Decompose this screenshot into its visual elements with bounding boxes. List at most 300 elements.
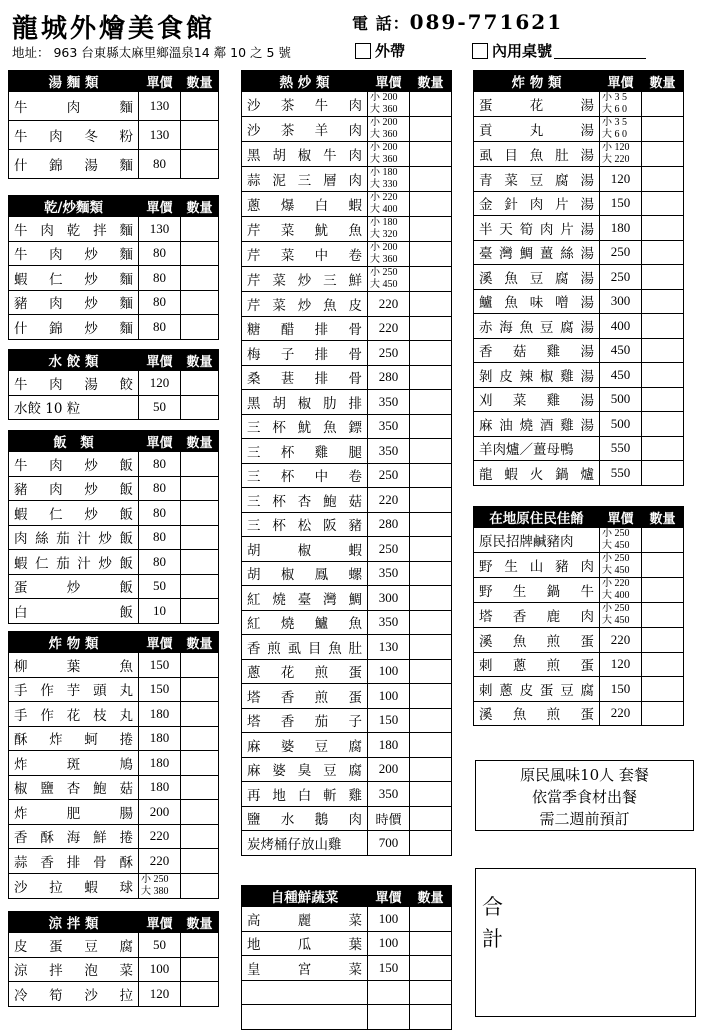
phone-number: 089-771621 <box>409 10 564 34</box>
menu-item-row <box>9 849 219 874</box>
item-price: 550 <box>600 461 642 486</box>
quantity-cell[interactable] <box>410 782 452 807</box>
quantity-cell[interactable] <box>181 395 219 420</box>
item-name: 青 菜 豆 腐 湯 <box>474 167 600 192</box>
item-price: 250 <box>600 265 642 290</box>
quantity-cell[interactable] <box>410 267 452 292</box>
menu-item-row <box>9 726 219 751</box>
quantity-cell[interactable] <box>181 702 219 727</box>
item-price: 250 <box>368 463 410 488</box>
combo-line-2: 依當季食材出餐 <box>531 788 637 806</box>
item-price: 100 <box>368 684 410 709</box>
item-name: 臺 灣 鯛 薑 絲 湯 <box>474 240 600 265</box>
menu-table-rice <box>8 430 219 624</box>
quantity-cell[interactable] <box>642 289 684 314</box>
menu-item-row <box>474 338 684 363</box>
qty-header: 數量 <box>181 912 219 933</box>
combo-line-1: 原民風味10人 套餐 <box>520 766 649 784</box>
qty-header: 數量 <box>410 886 452 907</box>
price-header: 單價 <box>600 71 642 92</box>
item-price: 500 <box>600 412 642 437</box>
item-price: 小 250 大 450 <box>368 267 410 292</box>
category-header: 炸 物 類 <box>9 632 139 653</box>
table-number-field[interactable] <box>554 42 646 59</box>
quantity-cell[interactable] <box>642 603 684 628</box>
quantity-cell[interactable] <box>181 266 219 291</box>
item-price: 200 <box>139 800 181 825</box>
phone-label: 電 話： <box>352 14 410 33</box>
item-price: 150 <box>139 677 181 702</box>
menu-item-row <box>9 476 219 501</box>
qty-header: 數量 <box>181 71 219 92</box>
menu-table-aboriginal <box>473 506 684 726</box>
item-name: 蛋 炒 飯 <box>9 574 139 599</box>
menu-item-row <box>474 240 684 265</box>
category-header: 炸 物 類 <box>474 71 600 92</box>
item-price: 180 <box>600 216 642 241</box>
item-price: 200 <box>368 757 410 782</box>
quantity-cell[interactable] <box>642 528 684 553</box>
empty-cell <box>242 980 368 1005</box>
menu-item-row <box>474 387 684 412</box>
quantity-cell[interactable] <box>642 216 684 241</box>
item-price: 250 <box>368 341 410 366</box>
item-price: 450 <box>600 338 642 363</box>
menu-item-row <box>242 341 452 366</box>
item-price: 220 <box>368 292 410 317</box>
quantity-cell[interactable] <box>410 390 452 415</box>
item-price: 350 <box>368 414 410 439</box>
menu-item-row <box>242 907 452 932</box>
item-price: 350 <box>368 439 410 464</box>
item-name: 金 針 肉 片 湯 <box>474 191 600 216</box>
item-price: 300 <box>600 289 642 314</box>
quantity-cell[interactable] <box>181 290 219 315</box>
quantity-cell[interactable] <box>181 371 219 396</box>
price-header: 單價 <box>139 431 181 452</box>
quantity-cell[interactable] <box>410 117 452 142</box>
item-name: 三 杯 魷 魚 鏢 <box>242 414 368 439</box>
qty-header: 數量 <box>642 71 684 92</box>
item-name: 麻 油 燒 酒 雞 湯 <box>474 412 600 437</box>
menu-item-row <box>474 603 684 628</box>
qty-header: 數量 <box>642 507 684 528</box>
menu-item-row <box>242 242 452 267</box>
item-price: 130 <box>139 217 181 242</box>
quantity-cell[interactable] <box>410 316 452 341</box>
menu-item-row <box>242 782 452 807</box>
total-label-1: 合 <box>482 895 503 919</box>
menu-item-row <box>474 314 684 339</box>
menu-item-row <box>474 528 684 553</box>
quantity-cell[interactable] <box>181 849 219 874</box>
menu-table-fried-soup <box>473 70 684 486</box>
item-name: 酥 炸 蚵 捲 <box>9 726 139 751</box>
quantity-cell[interactable] <box>410 586 452 611</box>
item-name: 椒 鹽 杏 鮑 菇 <box>9 775 139 800</box>
quantity-cell[interactable] <box>181 574 219 599</box>
quantity-cell[interactable] <box>181 476 219 501</box>
menu-item-row <box>9 395 219 420</box>
item-price: 小 250 大 450 <box>600 603 642 628</box>
category-header: 涼 拌 類 <box>9 912 139 933</box>
quantity-cell[interactable] <box>642 191 684 216</box>
item-name: 蒜 泥 三 層 肉 <box>242 167 368 192</box>
item-name: 塔 香 鹿 肉 <box>474 603 600 628</box>
quantity-cell[interactable] <box>642 701 684 726</box>
quantity-cell[interactable] <box>410 292 452 317</box>
item-price: 50 <box>139 574 181 599</box>
item-name: 蒜 香 排 骨 酥 <box>9 849 139 874</box>
item-name: 手 作 芋 頭 丸 <box>9 677 139 702</box>
item-price: 80 <box>139 452 181 477</box>
quantity-cell[interactable] <box>410 708 452 733</box>
category-header: 湯 麵 類 <box>9 71 139 92</box>
item-name: 龍 蝦 火 鍋 爐 <box>474 461 600 486</box>
menu-item-row <box>242 463 452 488</box>
item-name: 羊肉爐／薑母鴨 <box>474 436 600 461</box>
item-name: 牛 肉 乾 拌 麵 <box>9 217 139 242</box>
menu-item-row <box>242 167 452 192</box>
quantity-cell[interactable] <box>642 265 684 290</box>
item-name: 刺 蔥 皮 蛋 豆 腐 <box>474 677 600 702</box>
item-name: 三 杯 雞 腿 <box>242 439 368 464</box>
item-name: 再 地 白 斬 雞 <box>242 782 368 807</box>
category-header: 在地原住民佳餚 <box>474 507 600 528</box>
quantity-cell[interactable] <box>181 824 219 849</box>
quantity-cell[interactable] <box>181 550 219 575</box>
item-price: 120 <box>600 167 642 192</box>
quantity-cell[interactable] <box>410 831 452 856</box>
quantity-cell[interactable] <box>642 363 684 388</box>
menu-item-row <box>242 267 452 292</box>
quantity-cell[interactable] <box>181 150 219 179</box>
item-name: 水餃 10 粒 <box>9 395 139 420</box>
quantity-cell[interactable] <box>181 217 219 242</box>
menu-item-row <box>474 553 684 578</box>
quantity-cell[interactable] <box>181 452 219 477</box>
item-name: 炸 斑 鳩 <box>9 751 139 776</box>
item-name: 溪 魚 煎 蛋 <box>474 701 600 726</box>
quantity-cell[interactable] <box>642 553 684 578</box>
item-price: 350 <box>368 561 410 586</box>
quantity-cell[interactable] <box>181 92 219 121</box>
quantity-cell[interactable] <box>642 461 684 486</box>
item-name: 赤 海 魚 豆 腐 湯 <box>474 314 600 339</box>
quantity-cell[interactable] <box>410 610 452 635</box>
item-price: 350 <box>368 390 410 415</box>
quantity-cell[interactable] <box>642 412 684 437</box>
menu-item-row <box>242 117 452 142</box>
quantity-cell[interactable] <box>642 578 684 603</box>
item-price: 220 <box>139 849 181 874</box>
quantity-cell[interactable] <box>410 365 452 390</box>
item-name: 黑 胡 椒 肋 排 <box>242 390 368 415</box>
item-name: 高 麗 菜 <box>242 907 368 932</box>
quantity-cell[interactable] <box>181 525 219 550</box>
quantity-cell[interactable] <box>642 240 684 265</box>
quantity-cell[interactable] <box>181 653 219 678</box>
quantity-cell[interactable] <box>410 907 452 932</box>
empty-cell <box>368 1005 410 1030</box>
item-name: 香 酥 海 鮮 捲 <box>9 824 139 849</box>
item-price: 120 <box>139 371 181 396</box>
item-name: 三 杯 杏 鮑 菇 <box>242 488 368 513</box>
quantity-cell[interactable] <box>410 414 452 439</box>
quantity-cell[interactable] <box>410 659 452 684</box>
item-price: 小 250 大 450 <box>600 528 642 553</box>
quantity-cell[interactable] <box>642 92 684 117</box>
item-price: 500 <box>600 387 642 412</box>
category-header: 乾/炒麵類 <box>9 196 139 217</box>
menu-item-row <box>474 92 684 117</box>
item-name: 芹 菜 炒 魚 皮 <box>242 292 368 317</box>
quantity-cell[interactable] <box>410 512 452 537</box>
menu-item-row <box>242 708 452 733</box>
quantity-cell[interactable] <box>181 982 219 1007</box>
menu-item-row <box>242 488 452 513</box>
quantity-cell[interactable] <box>410 561 452 586</box>
category-header: 熱 炒 類 <box>242 71 368 92</box>
quantity-cell[interactable] <box>410 733 452 758</box>
quantity-cell[interactable] <box>181 599 219 624</box>
menu-item-row <box>242 931 452 956</box>
quantity-cell[interactable] <box>410 488 452 513</box>
menu-item-row <box>242 635 452 660</box>
item-price: 180 <box>139 726 181 751</box>
item-price: 100 <box>139 957 181 982</box>
menu-item-row <box>242 831 452 856</box>
quantity-cell[interactable] <box>181 751 219 776</box>
item-name: 塔 香 茄 子 <box>242 708 368 733</box>
quantity-cell[interactable] <box>410 242 452 267</box>
item-price: 150 <box>600 191 642 216</box>
item-price: 250 <box>600 240 642 265</box>
item-name: 豬 肉 炒 麵 <box>9 290 139 315</box>
quantity-cell[interactable] <box>181 726 219 751</box>
menu-item-row <box>9 775 219 800</box>
item-price: 150 <box>139 653 181 678</box>
item-name: 涼 拌 泡 菜 <box>9 957 139 982</box>
menu-item-row <box>9 501 219 526</box>
menu-item-row <box>242 142 452 167</box>
quantity-cell[interactable] <box>642 117 684 142</box>
quantity-cell[interactable] <box>642 628 684 653</box>
price-header: 單價 <box>600 507 642 528</box>
item-name: 蔥 爆 白 蝦 <box>242 192 368 217</box>
item-name: 三 杯 中 卷 <box>242 463 368 488</box>
item-price: 50 <box>139 395 181 420</box>
quantity-cell[interactable] <box>410 980 452 1005</box>
item-price: 小 200 大 360 <box>368 92 410 117</box>
menu-item-row <box>242 192 452 217</box>
item-name: 蝦 仁 炒 麵 <box>9 266 139 291</box>
quantity-cell[interactable] <box>410 757 452 782</box>
item-name: 沙 茶 牛 肉 <box>242 92 368 117</box>
menu-item-row <box>9 653 219 678</box>
quantity-cell[interactable] <box>181 315 219 340</box>
item-price: 300 <box>368 586 410 611</box>
item-name: 什 錦 湯 麵 <box>9 150 139 179</box>
empty-row <box>242 1005 452 1030</box>
quantity-cell[interactable] <box>410 635 452 660</box>
item-price: 小 3 5 大 6 0 <box>600 92 642 117</box>
takeout-option[interactable] <box>355 40 405 61</box>
total-box[interactable] <box>475 868 696 1017</box>
menu-item-row <box>474 117 684 142</box>
quantity-cell[interactable] <box>410 217 452 242</box>
price-header: 單價 <box>368 71 410 92</box>
quantity-cell[interactable] <box>181 933 219 958</box>
menu-item-row <box>474 216 684 241</box>
item-name: 紅 燒 臺 灣 鯛 <box>242 586 368 611</box>
item-price: 130 <box>139 92 181 121</box>
combo-line-3: 需二週前預訂 <box>539 810 630 828</box>
menu-item-row <box>9 315 219 340</box>
quantity-cell[interactable] <box>410 167 452 192</box>
menu-item-row <box>242 537 452 562</box>
quantity-cell[interactable] <box>642 677 684 702</box>
menu-item-row <box>242 956 452 981</box>
menu-item-row <box>9 266 219 291</box>
quantity-cell[interactable] <box>181 241 219 266</box>
menu-item-row <box>474 191 684 216</box>
qty-header: 數量 <box>181 431 219 452</box>
quantity-cell[interactable] <box>642 167 684 192</box>
item-name: 刈 菜 雞 湯 <box>474 387 600 412</box>
item-price: 100 <box>368 659 410 684</box>
menu-item-row <box>474 578 684 603</box>
item-price: 350 <box>368 782 410 807</box>
item-price: 220 <box>139 824 181 849</box>
item-price: 250 <box>368 537 410 562</box>
menu-item-row <box>9 452 219 477</box>
quantity-cell[interactable] <box>642 142 684 167</box>
item-price: 80 <box>139 150 181 179</box>
takeout-label: 外帶 <box>375 42 406 60</box>
quantity-cell[interactable] <box>642 314 684 339</box>
menu-item-row <box>9 982 219 1007</box>
quantity-cell[interactable] <box>410 142 452 167</box>
menu-item-row <box>9 121 219 150</box>
item-name: 牛 肉 湯 餃 <box>9 371 139 396</box>
quantity-cell[interactable] <box>181 121 219 150</box>
quantity-cell[interactable] <box>642 436 684 461</box>
quantity-cell[interactable] <box>181 800 219 825</box>
quantity-cell[interactable] <box>642 387 684 412</box>
item-price: 220 <box>368 488 410 513</box>
item-name: 芹 菜 魷 魚 <box>242 217 368 242</box>
menu-item-row <box>242 586 452 611</box>
item-name: 塔 香 煎 蛋 <box>242 684 368 709</box>
item-name: 炭烤桶仔放山雞 <box>242 831 368 856</box>
item-price: 450 <box>600 363 642 388</box>
price-header: 單價 <box>139 196 181 217</box>
item-price: 280 <box>368 365 410 390</box>
item-price: 150 <box>368 708 410 733</box>
quantity-cell[interactable] <box>642 338 684 363</box>
item-name: 沙 茶 羊 肉 <box>242 117 368 142</box>
quantity-cell[interactable] <box>181 677 219 702</box>
item-price: 150 <box>368 956 410 981</box>
menu-item-row <box>474 289 684 314</box>
item-name: 原民招牌鹹豬肉 <box>474 528 600 553</box>
quantity-cell[interactable] <box>181 501 219 526</box>
takeout-checkbox[interactable] <box>355 43 371 59</box>
quantity-cell[interactable] <box>410 931 452 956</box>
dinein-checkbox[interactable] <box>472 43 488 59</box>
quantity-cell[interactable] <box>410 341 452 366</box>
quantity-cell[interactable] <box>410 192 452 217</box>
quantity-cell[interactable] <box>410 956 452 981</box>
item-price: 80 <box>139 290 181 315</box>
item-name: 白 飯 <box>9 599 139 624</box>
quantity-cell[interactable] <box>410 463 452 488</box>
category-header: 水 餃 類 <box>9 350 139 371</box>
item-name: 蛋 花 湯 <box>474 92 600 117</box>
total-label-2: 計 <box>482 927 503 951</box>
item-price: 550 <box>600 436 642 461</box>
item-price: 時價 <box>368 806 410 831</box>
menu-item-row <box>242 733 452 758</box>
item-price: 220 <box>600 628 642 653</box>
quantity-cell[interactable] <box>410 92 452 117</box>
price-header: 單價 <box>368 886 410 907</box>
item-name: 沙 拉 蝦 球 <box>9 873 139 898</box>
address: 地址： 963 台東縣太麻里鄉溫泉14 鄰 10 之 5 號 <box>12 45 291 60</box>
qty-header: 數量 <box>410 71 452 92</box>
item-price: 400 <box>600 314 642 339</box>
item-name: 胡 椒 蝦 <box>242 537 368 562</box>
item-price: 700 <box>368 831 410 856</box>
menu-table-stir-fry <box>241 70 452 856</box>
quantity-cell[interactable] <box>410 537 452 562</box>
item-name: 黑 胡 椒 牛 肉 <box>242 142 368 167</box>
quantity-cell[interactable] <box>181 873 219 898</box>
item-name: 刺 蔥 煎 蛋 <box>474 652 600 677</box>
item-price: 80 <box>139 241 181 266</box>
quantity-cell[interactable] <box>410 1005 452 1030</box>
item-name: 紅 燒 鱸 魚 <box>242 610 368 635</box>
item-name: 牛 肉 炒 麵 <box>9 241 139 266</box>
quantity-cell[interactable] <box>181 775 219 800</box>
item-price: 小 250 大 380 <box>139 873 181 898</box>
menu-item-row <box>9 751 219 776</box>
dinein-option[interactable] <box>472 40 646 61</box>
menu-item-row <box>474 167 684 192</box>
menu-item-row <box>474 652 684 677</box>
menu-table-dry-noodles <box>8 195 219 340</box>
item-price: 80 <box>139 315 181 340</box>
quantity-cell[interactable] <box>410 439 452 464</box>
menu-item-row <box>9 241 219 266</box>
quantity-cell[interactable] <box>410 806 452 831</box>
item-name: 溪 魚 豆 腐 湯 <box>474 265 600 290</box>
quantity-cell[interactable] <box>181 957 219 982</box>
quantity-cell[interactable] <box>410 684 452 709</box>
item-name: 地 瓜 葉 <box>242 931 368 956</box>
item-price: 小 250 大 450 <box>600 553 642 578</box>
item-name: 虱 目 魚 肚 湯 <box>474 142 600 167</box>
menu-item-row <box>9 702 219 727</box>
menu-item-row <box>9 150 219 179</box>
quantity-cell[interactable] <box>642 652 684 677</box>
item-name: 炸 肥 腸 <box>9 800 139 825</box>
item-name: 半 天 筍 肉 片 湯 <box>474 216 600 241</box>
item-name: 牛 肉 冬 粉 <box>9 121 139 150</box>
item-price: 180 <box>139 702 181 727</box>
item-name: 鹽 水 鵝 肉 <box>242 806 368 831</box>
